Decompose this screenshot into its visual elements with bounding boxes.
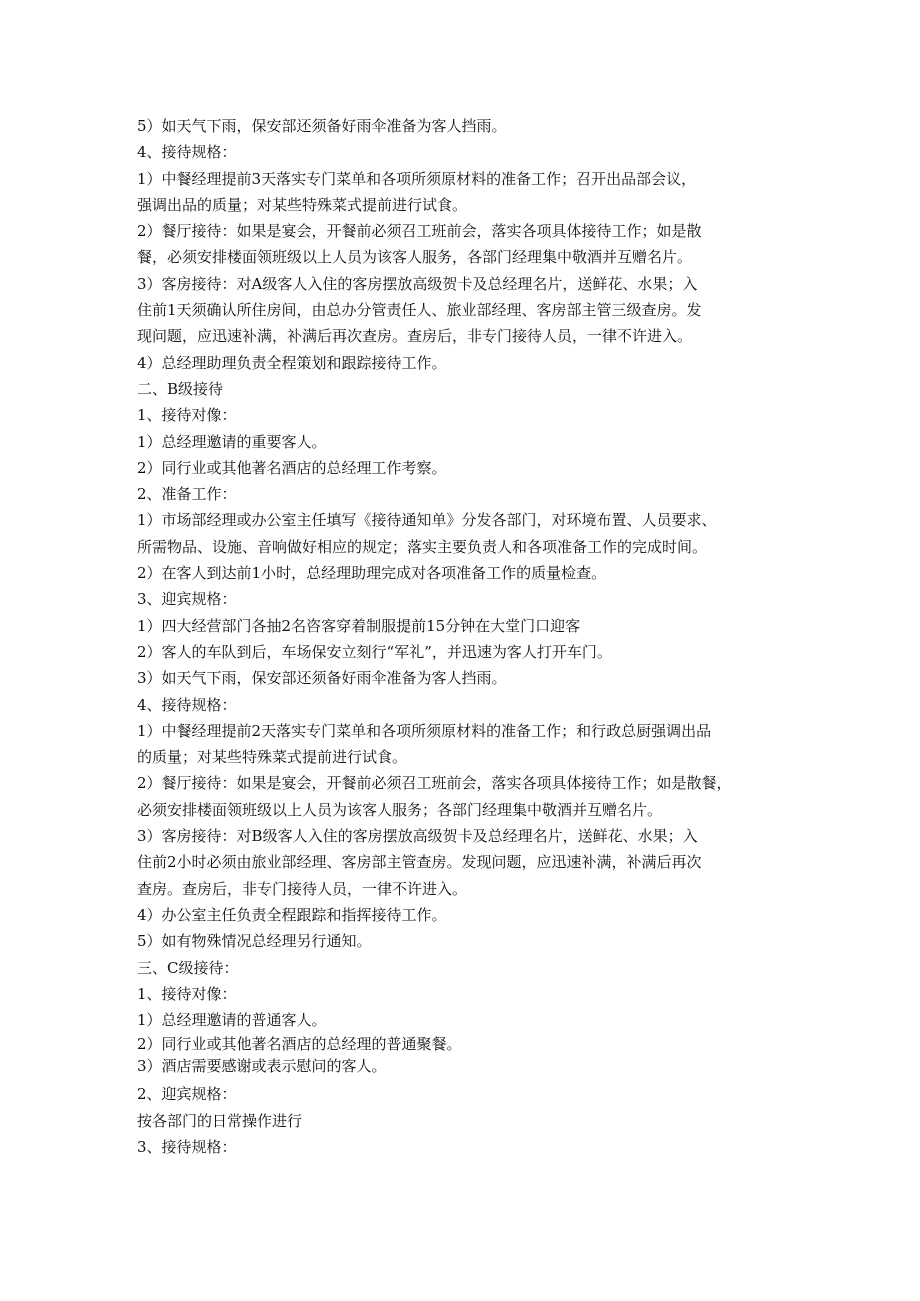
list-item: 2）在客人到达前1小时，总经理助理完成对各项准备工作的质量检查。: [137, 564, 607, 583]
list-item: 5）如有物殊情况总经理另行通知。: [137, 932, 372, 951]
list-item: 1）市场部经理或办公室主任填写《接待通知单》分发各部门，对环境布置、人员要求、: [137, 511, 717, 530]
list-item: 3）如天气下雨，保安部还须备好雨伞准备为客人挡雨。: [137, 669, 507, 688]
list-item: 3）酒店需要感谢或表示慰问的客人。: [137, 1057, 387, 1076]
list-item-continuation: 必须安排楼面领班级以上人员为该客人服务；各部门经理集中敬酒并互赠名片。: [137, 800, 663, 819]
list-item-continuation: 餐，必须安排楼面领班级以上人员为该客人服务，各部门经理集中敬酒并互赠名片。: [137, 248, 693, 267]
list-item: 3）客房接待：对A级客人入住的客房摆放高级贺卡及总经理名片，送鲜花、水果；入: [137, 274, 698, 293]
list-item-continuation: 所需物品、设施、音响做好相应的规定；落实主要负责人和各项准备工作的完成时间。: [137, 537, 708, 556]
list-item: 2）餐厅接待：如果是宴会，开餐前必须召工班前会，落实各项具体接待工作；如是散餐，: [137, 774, 732, 793]
section-heading: 2、准备工作：: [137, 485, 237, 504]
list-item: 1）总经理邀请的重要客人。: [137, 432, 327, 451]
list-item: 2）餐厅接待：如果是宴会，开餐前必须召工班前会，落实各项具体接待工作；如是散: [137, 222, 702, 241]
section-heading: 4、接待规格：: [137, 695, 237, 714]
chapter-heading: 二、B级接待: [137, 379, 224, 398]
list-item-continuation: 强调出品的质量；对某些特殊菜式提前进行试食。: [137, 195, 468, 214]
list-item-continuation: 的质量；对某些特殊菜式提前进行试食。: [137, 748, 408, 767]
document-body: [137, 113, 797, 1160]
list-item: 3）客房接待：对B级客人入住的客房摆放高级贺卡及总经理名片，送鲜花、水果；入: [137, 827, 698, 846]
list-item-continuation: 现问题，应迅速补满，补满后再次查房。查房后，非专门接待人员，一律不许进入。: [137, 327, 693, 346]
list-item: 2）客人的车队到后，车场保安立刻行“军礼”，并迅速为客人打开车门。: [137, 642, 612, 661]
list-item-continuation: 住前1天须确认所住房间，由总办分管责任人、旅业部经理、客房部主管三级查房。发: [137, 301, 702, 320]
list-item: 1）中餐经理提前2天落实专门菜单和各项所须原材料的准备工作；和行政总厨强调出品: [137, 721, 712, 740]
section-heading: 1、接待对像：: [137, 406, 237, 425]
list-item: 1）四大经营部门各抽2名咨客穿着制服提前15分钟在大堂门口迎客: [137, 616, 581, 635]
paragraph: 按各部门的日常操作进行: [137, 1111, 303, 1130]
list-item: 5）如天气下雨，保安部还须备好雨伞准备为客人挡雨。: [137, 117, 507, 135]
list-item: 2）同行业或其他著名酒店的总经理工作考察。: [137, 458, 447, 477]
section-heading: 1、接待对像：: [137, 984, 237, 1003]
list-item: 4）总经理助理负责全程策划和跟踪接待工作。: [137, 353, 447, 372]
list-item: 1）中餐经理提前3天落实专门菜单和各项所须原材料的准备工作；召开出品部会议，: [137, 169, 697, 188]
section-heading: 3、接待规格：: [137, 1137, 237, 1156]
section-heading: 3、迎宾规格：: [137, 590, 237, 609]
chapter-heading: 三、C级接待：: [137, 958, 239, 977]
list-item: 4）办公室主任负责全程跟踪和指挥接待工作。: [137, 905, 447, 924]
list-item: 1）总经理邀请的普通客人。: [137, 1011, 327, 1030]
section-heading: 2、迎宾规格：: [137, 1085, 237, 1104]
section-heading: 4、接待规格：: [137, 143, 237, 162]
list-item-continuation: 住前2小时必须由旅业部经理、客房部主管查房。发现问题，应迅速补满，补满后再次: [137, 853, 702, 872]
list-item-continuation: 查房。查房后，非专门接待人员，一律不许进入。: [137, 879, 468, 898]
list-item: 2）同行业或其他著名酒店的总经理的普通聚餐。: [137, 1035, 462, 1054]
